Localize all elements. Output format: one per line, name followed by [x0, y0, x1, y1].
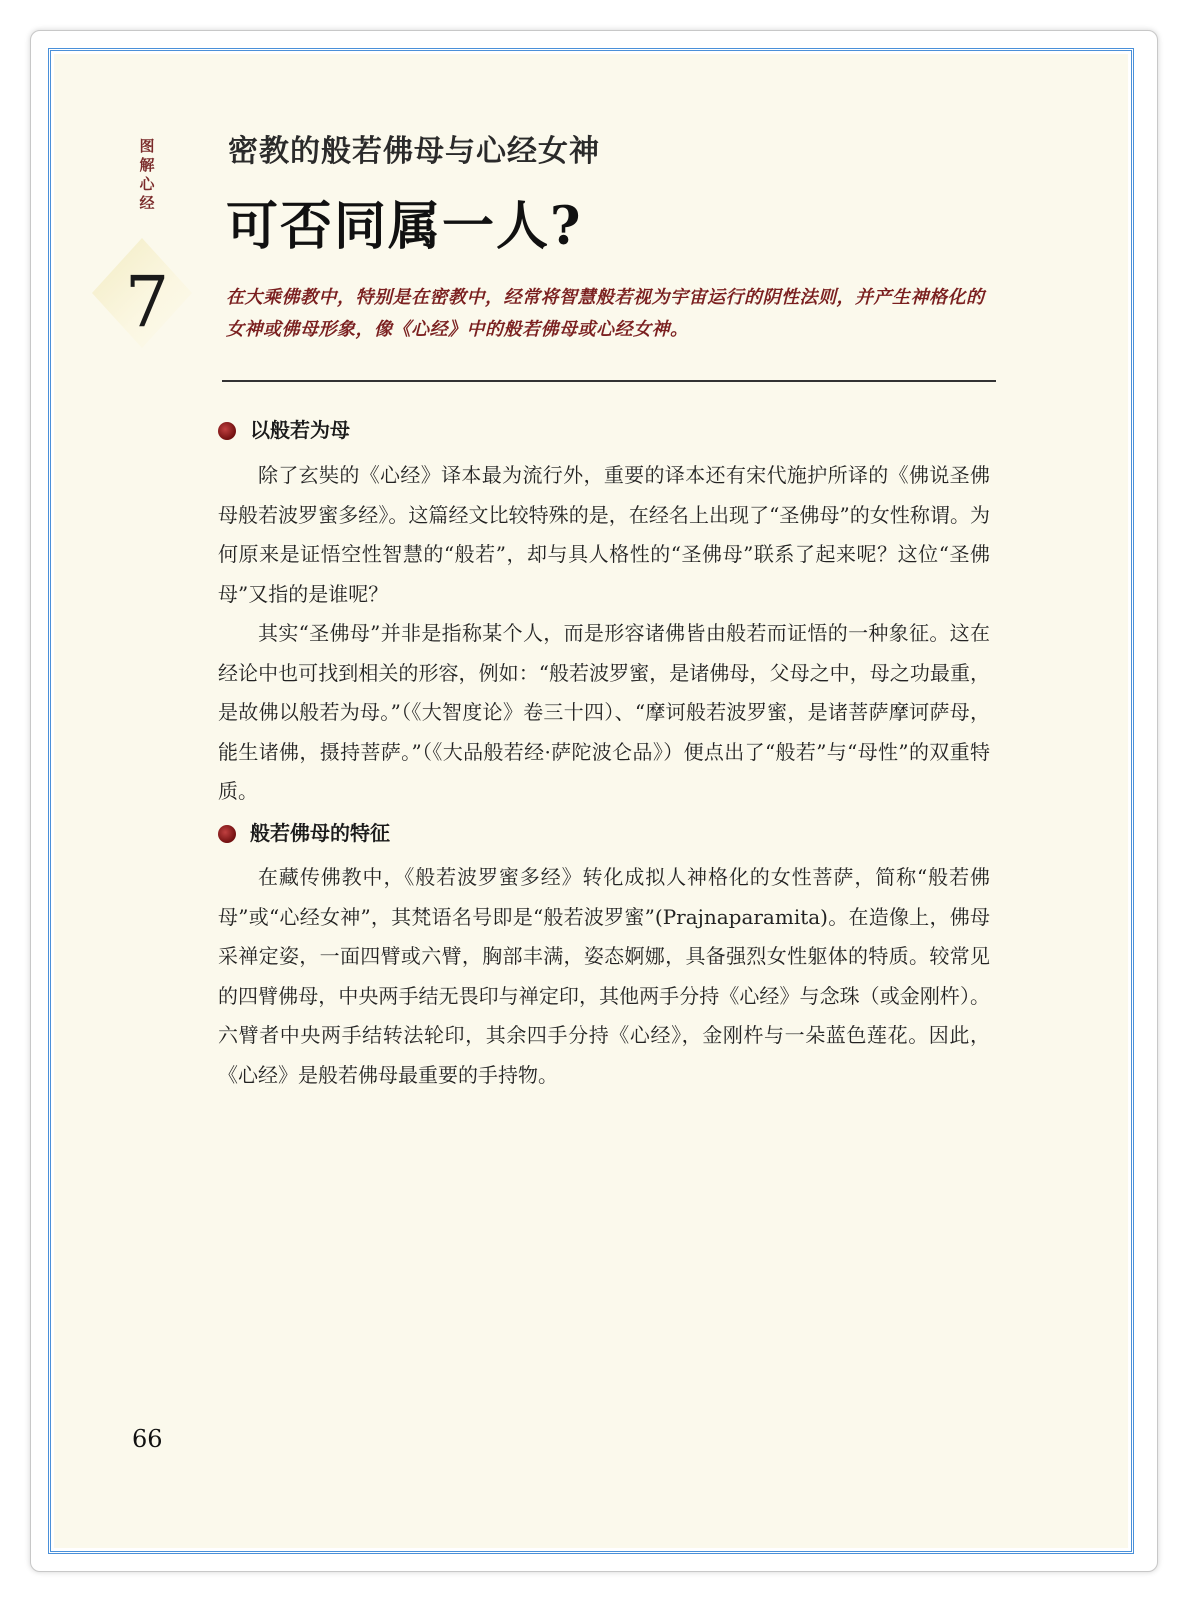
paragraph: 其实“圣佛母”并非是指称某个人，而是形容诸佛皆由般若而证悟的一种象征。这在经论中也可找到相关的形容，例如：“般若波罗蜜，是诸佛母，父母之中，母之功最重，是故佛以般若为母。”（《大智度论》卷三十四）、“摩诃般若波罗蜜，是诸菩萨摩诃萨母，能生诸佛，摄持菩萨。”（《大品般若经·萨陀波仑品》）便点出了“般若”与“母性”的双重特质。 — [218, 621, 990, 803]
page-number: 66 — [132, 1425, 163, 1453]
divider — [222, 380, 996, 382]
paragraph: 除了玄奘的《心经》译本最为流行外，重要的译本还有宋代施护所译的《佛说圣佛母般若波罗蜜多经》。这篇经文比较特殊的是，在经名上出现了“圣佛母”的女性称谓。为何原来是证悟空性智慧的“般若”，却与具人格性的“圣佛母”联系了起来呢？这位“圣佛母”又指的是谁呢？ — [218, 463, 990, 606]
section-heading-1 — [218, 415, 350, 445]
page-subtitle: 密教的般若佛母与心经女神 — [228, 134, 600, 169]
paragraph: 在藏传佛教中，《般若波罗蜜多经》转化成拟人神格化的女性菩萨，简称“般若佛母”或“心经女神”，其梵语名号即是“般若波罗蜜”(Prajnaparamita)。在造像上，佛母采禅定姿，一面四臂或六臂，胸部丰满，姿态婀娜，具备强烈女性躯体的特质。较常见的四臂佛母，中央两手结无畏印与禅定印，其他两手分持《心经》与念珠（或金刚杵）。六臂者中央两手结转法轮印，其余四手分持《心经》，金刚杵与一朵蓝色莲花。因此，《心经》是般若佛母最重要的手持物。 — [218, 865, 990, 1087]
intro-paragraph: 在大乘佛教中，特别是在密教中，经常将智慧般若视为宇宙运行的阴性法则，并产生神格化的女神或佛母形象，像《心经》中的般若佛母或心经女神。 — [226, 287, 985, 340]
chapter-number: 7 — [124, 261, 170, 343]
side-series-label: 图解心经 — [139, 137, 155, 212]
section-heading-text: 以般若为母 — [250, 418, 350, 442]
bullet-icon — [218, 825, 236, 843]
bullet-icon — [218, 422, 236, 440]
section-heading-2 — [218, 818, 390, 848]
page-title: 可否同属一人? — [226, 196, 583, 257]
section-heading-text: 般若佛母的特征 — [250, 821, 390, 845]
